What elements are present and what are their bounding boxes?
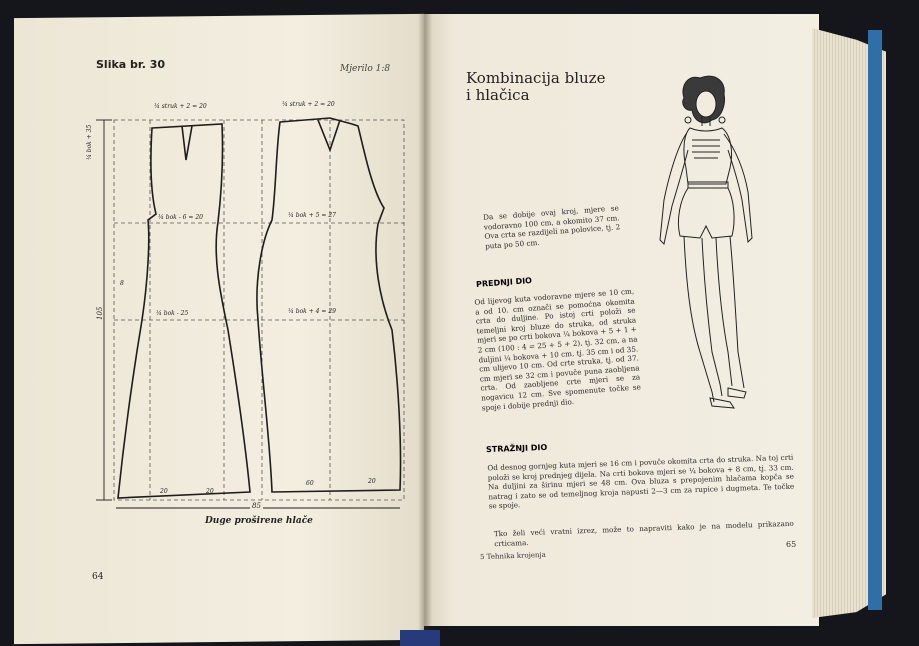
page-number-right: 65 [786, 540, 797, 549]
pattern-label: 85 [252, 502, 261, 510]
back-paragraph: Od desnog gornjeg kuta mjeri se 16 cm i povuče okomita crta do struka. Na toj crti položi se kroj prednjeg dijela. Na crti bokova mjeri se ¼ bokova + 8 cm, tj. 33 cm. Na duljini za širinu mjeri se 48 cm. Ova bluza s prepojenim hlačama kopča se natrag i zato se od temeljnog kroja napusti 2—3 cm za rupice i dugmeta. Te točke se spoje. [487, 452, 795, 511]
front-heading: PREDNJI DIO [475, 276, 533, 289]
scale-label: Mjerilo 1:8 [340, 64, 391, 74]
note-paragraph: Tko želi veći vratni izrez, može to napraviti kako je na modelu prikazano crticama. [493, 518, 794, 548]
pattern-label: ¼ bok + 4 = 29 [288, 308, 336, 315]
pattern-label: 8 [120, 280, 124, 287]
pattern-label: ¼ bok + 5 = 27 [288, 212, 336, 219]
pattern-label: 20 [160, 488, 168, 495]
pattern-label: ¼ bok + 35 [86, 124, 93, 160]
pattern-label: ¼ bok - 25 [156, 310, 189, 317]
pattern-label: 60 [306, 480, 314, 487]
back-heading: STRAŽNJI DIO [485, 442, 548, 455]
intro-paragraph: Da se dobije ovaj kroj, mjere se vodoravno 100 cm, a okomito 37 cm. Ova crta se razdijeli na polovice, tj. 2 puta po 50 cm. [482, 203, 621, 251]
pattern-label: 20 [206, 488, 214, 495]
title-line-1: Kombinacija bluze [466, 69, 606, 87]
pattern-label: 105 [96, 306, 104, 320]
pattern-label: 20 [368, 478, 376, 485]
pattern-label: ¼ struk + 2 = 20 [154, 103, 207, 110]
page-number-left: 64 [92, 572, 104, 582]
page-footer: 5 Tehnika krojenja [479, 550, 546, 562]
pattern-label: ¼ bok - 6 = 20 [158, 214, 203, 221]
figure-caption: Duge proširene hlače [205, 516, 313, 526]
pattern-label: ¼ struk + 2 = 20 [282, 101, 335, 108]
front-paragraph: Od lijevog kuta vodoravne mjere se 10 cm, a od 10. cm označi se pomoćna okomita crta do duljine. Po istoj crti položi se temeljni kroj bluze do struka, od struka mjeri se po crti bokova ¼ bokova + 5 + 1 + 2 cm (100 : 4 = 25 + 5 + 2), tj. 32 cm, a na duljini ¼ bokova + 10 cm, tj. 35 cm i od 35. cm ulijevo 10 cm. Od crte struka, tj. od 37. cm mjeri se 32 cm i povuče puna zaobljena crta. Od zaobljene crte mjeri se za nogavicu 12 cm. Sve spomenute točke se spoje i dobije prednji dio. [474, 286, 642, 412]
title-line-2: i hlačica [466, 86, 530, 104]
figure-label: Slika br. 30 [96, 58, 166, 71]
